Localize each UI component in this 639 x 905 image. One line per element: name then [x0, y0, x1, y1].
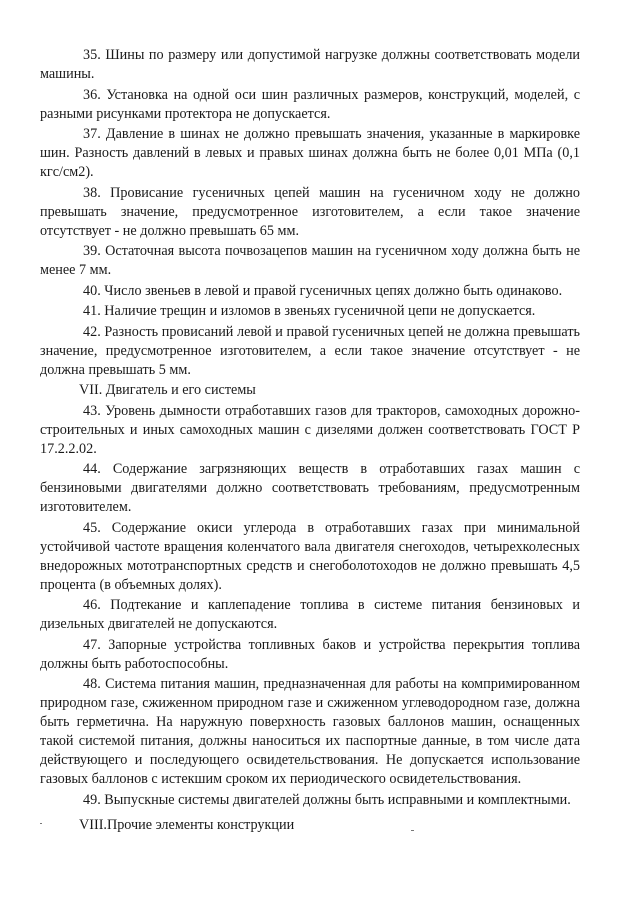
paragraph-46: 46. Подтекание и каплепадение топлива в системе питания бензиновых и дизельных двигателей не допускаются.	[40, 597, 580, 632]
paragraph-38: 38. Провисание гусеничных цепей машин на гусеничном ходу не должно превышать значение, предусмотренное изготовителем, а если такое значение отсутствует - не должно превышать 65 мм.	[40, 184, 580, 239]
paragraph-36: 36. Установка на одной оси шин различных размеров, конструкций, моделей, с разными рисунками протектора не допускается.	[40, 86, 580, 122]
paragraph-39: 39. Остаточная высота почвозацепов машин на гусеничном ходу должна быть не менее 7 мм.	[40, 243, 580, 278]
paragraph-43: 43. Уровень дымности отработавших газов для тракторов, самоходных дорожно-строительных и иных самоходных машин с дизелями должен соответствовать ГОСТ Р 17.2.2.02.	[40, 402, 580, 457]
paragraph-45: 45. Содержание окиси углерода в отработавших газах при минимальной устойчивой частоте вращения коленчатого вала двигателя снегоходов, четырехколесных внедорожных мототранспортных средств и снегоболотоходов не должно превышать 4,5 процента (в объемных долях).	[40, 519, 580, 593]
scan-speck	[411, 830, 414, 831]
section-heading-vii: VII. Двигатель и его системы	[79, 382, 256, 398]
paragraph-49: 49. Выпускные системы двигателей должны быть исправными и комплектными.	[83, 791, 571, 808]
section-heading-viii: VIII.Прочие элементы конструкции	[79, 816, 295, 833]
paragraph-35: 35. Шины по размеру или допустимой нагрузке должны соответствовать модели машины.	[40, 47, 580, 82]
paragraph-48: 48. Система питания машин, предназначенная для работы на компримированном природном газе, сжиженном природном газе и сжиженном углеводородном газе, должна быть герметична. На наружную поверхность газовых баллонов машин, оснащенных такой системой питания, должны наноситься их паспортные данные, в том числе дата действующего и последующего освидетельствования. Не допускается использование газовых баллонов с истекшим сроком их периодического освидетельствования.	[40, 676, 580, 787]
document-body	[40, 46, 580, 836]
paragraph-47: 47. Запорные устройства топливных баков и устройства перекрытия топлива должны быть работоспособны.	[40, 636, 580, 672]
paragraph-40: 40. Число звеньев в левой и правой гусеничных цепях должно быть одинаково.	[83, 282, 563, 299]
paragraph-41: 41. Наличие трещин и изломов в звеньях гусеничной цепи не допускается.	[83, 303, 536, 319]
paragraph-42: 42. Разность провисаний левой и правой гусеничных цепей не должна превышать значение, предусмотренное изготовителем, а если такое значение отсутствует - не должна превышать 5 мм.	[40, 323, 580, 378]
paragraph-37: 37. Давление в шинах не должно превышать значения, указанные в маркировке шин. Разность давлений в левых и правых шинах должна быть не более 0,01 МПа (0,1 кгс/см2).	[40, 126, 580, 180]
scan-speck	[40, 823, 42, 824]
paragraph-44: 44. Содержание загрязняющих веществ в отработавших газах машин с бензиновыми двигателями должно соответствовать требованиям, предусмотренным изготовителем.	[40, 461, 580, 515]
